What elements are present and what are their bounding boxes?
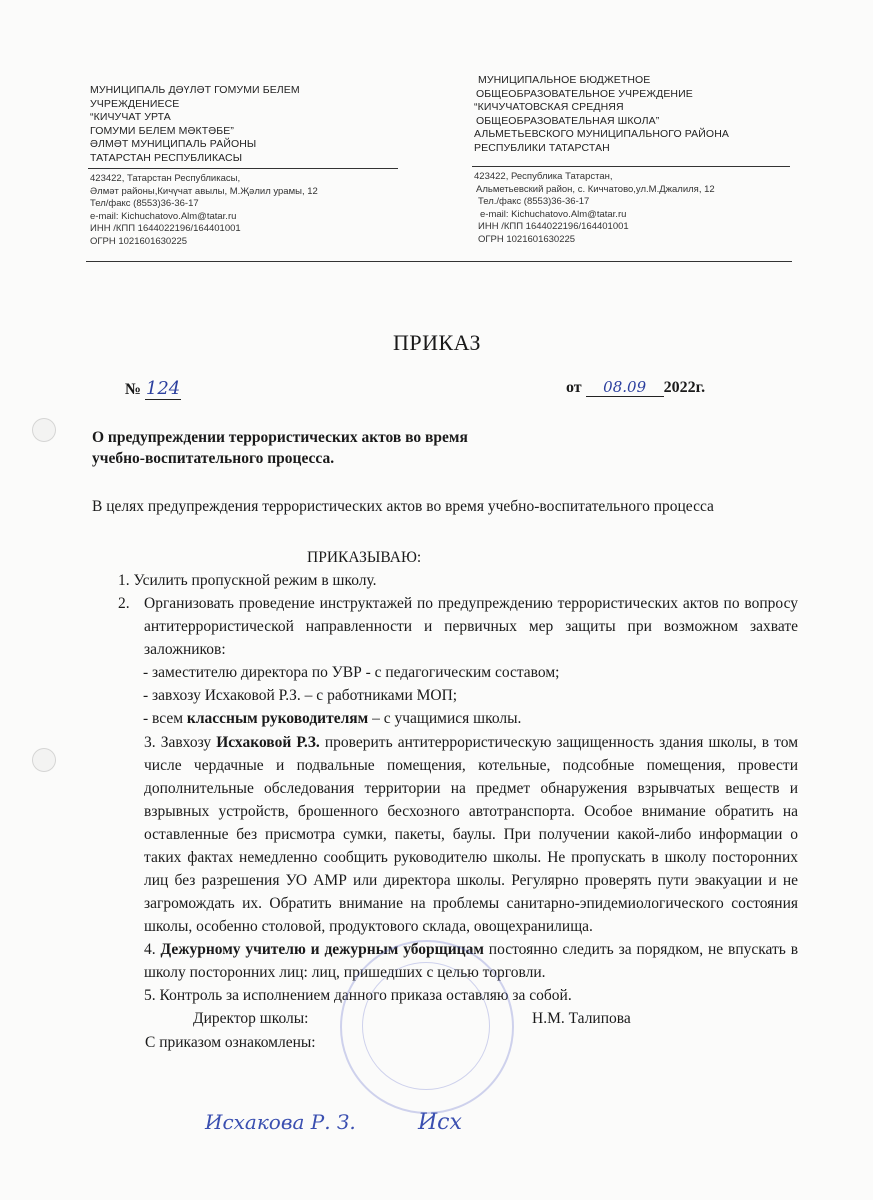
preamble: В целях предупреждения террористических актов во время учебно-воспитательного процесса [92,498,714,515]
header-right [474,74,729,155]
date-label: от [566,379,582,396]
item-4-text: постоянно следить за порядком, не впускать в школу посторонних лиц: лиц, пришедших с целью торговли. [144,941,799,981]
number-value: 124 [145,378,181,399]
header-bottom-rule [86,261,792,262]
header-left [90,84,300,165]
subitem-1: - заместителю директора по УВР - с педагогическим составом; [143,664,560,681]
item-4-bold: Дежурному учителю и дежурным уборщицам [160,941,484,958]
date-suffix: 2022г. [663,379,706,396]
punch-hole [32,748,56,772]
item-3-bold: Исхаковой Р.З. [216,734,320,751]
subject-line: учебно-воспитательного процесса. [92,450,335,467]
address-left-line: ИНН /КПП 1644022196/164401001 [90,223,241,235]
punch-hole [32,418,56,442]
header-left-line: ГОМУМИ БЕЛЕМ МӘКТӘБЕ” [90,124,234,137]
order-subject [92,427,468,469]
address-left-line: e-mail: Kichuchatovo.Alm@tatar.ru [90,210,237,222]
address-right-line: Альметьевский район, с. Киччатово,ул.М.Джалиля, 12 [476,183,715,195]
address-left-line: ОГРН 1021601630225 [90,235,188,247]
subject-line: О предупреждении террористических актов во время [92,429,468,446]
item-3 [144,731,798,938]
address-right-line: e-mail: Kichuchatovo.Alm@tatar.ru [480,208,627,220]
subitem-3-pre: - всем [143,710,187,727]
header-left-line: МУНИЦИПАЛЬ ДӘҮЛӘТ ГОМУМИ БЕЛЕМ [90,84,300,96]
item-4-pre: 4. [144,941,161,958]
header-right-line: РЕСПУБЛИКИ ТАТАРСТАН [474,141,610,154]
address-left-line: Тел/факс (8553)36-36-17 [90,198,199,210]
header-right-line: АЛЬМЕТЬЕВСКОГО МУНИЦИПАЛЬНОГО РАЙОНА [474,128,729,140]
handwritten-name: Исхакова Р. З. [205,1110,356,1134]
number-label: № [125,381,142,398]
header-left-rule [88,168,398,169]
header-left-line: ӘЛМӘТ МУНИЦИПАЛЬ РАЙОНЫ [90,138,257,150]
header-left-line: ТАТАРСТАН РЕСПУБЛИКАСЫ [90,151,243,164]
address-right-line: Тел./факс (8553)36-36-17 [478,196,590,208]
acquainted-label: С приказом ознакомлены: [145,1034,316,1051]
seal-stamp-inner [362,962,490,1090]
order-number [125,378,181,400]
header-right-line: “КИЧУЧАТОВСКАЯ СРЕДНЯЯ [474,101,624,113]
address-right [474,171,715,247]
subitem-3 [143,707,521,730]
subitem-3-bold: классным руководителям [186,710,369,727]
item-2-text: Организовать проведение инструктажей по предупреждению террористических актов по вопросу антитеррористической направленности и первичных мер защиты при возможном захвате заложников: [144,595,798,658]
item-2 [118,592,798,661]
header-right-rule [472,166,790,167]
header-right-line: ОБЩЕОБРАЗОВАТЕЛЬНАЯ ШКОЛА” [476,114,660,127]
item-1: 1. Усилить пропускной режим в школу. [118,572,377,589]
address-right-line: 423422, Республика Татарстан, [474,171,613,182]
date-value: 08.09 [586,378,664,397]
director-name: Н.М. Талипова [532,1010,631,1027]
item-3-pre: 3. Завхозу [144,734,217,751]
director-label: Директор школы: [193,1010,309,1027]
item-5: 5. Контроль за исполнением данного приказа оставляю за собой. [144,987,572,1004]
header-right-line: МУНИЦИПАЛЬНОЕ БЮДЖЕТНОЕ [478,74,651,86]
address-left-line: Әлмәт районы,Кичүчат авылы, М.Җәлил урамы, 12 [90,185,318,197]
item-2-number: 2. [118,595,130,612]
header-right-line: ОБЩЕОБРАЗОВАТЕЛЬНОЕ УЧРЕЖДЕНИЕ [476,87,693,100]
subitem-3-post: – с учащимися школы. [368,710,522,727]
order-date [566,378,705,397]
header-left-line: “КИЧУЧАТ УРТА [90,111,171,123]
page-title: ПРИКАЗ [393,330,482,355]
address-left [90,173,318,249]
handwritten-signature: Исх [418,1110,462,1135]
subitem-2: - завхозу Исхаковой Р.З. – с работниками МОП; [143,687,458,704]
item-3-text: проверить антитеррористическую защищенность здания школы, в том числе чердачные и подвальные помещения, котельные, подсобные помещения, провести дополнительные обследования территории на предмет обнаружения взрывчатых веществ и взрывных устройств, брошенного бесхозного автотранспорта. Особое внимание обратить на оставленные без присмотра сумки, пакеты, баулы. При получении какой-либо информации о таких фактах немедленно сообщить руководителю школы. Не пропускать в школу посторонних лиц без разрешения УО АМР или директора школы. Регулярно проверять пути эвакуации и не загромождать их. Обратить внимание на проблемы санитарно-эпидемиологического состояния школы, особенно столовой, продуктового склада, овощехранилища. [144,734,798,935]
address-left-line: 423422, Татарстан Республикасы, [90,173,241,184]
address-right-line: ОГРН 1021601630225 [478,233,576,245]
header-left-line: УЧРЕЖДЕНИЕСЕ [90,97,180,110]
order-word: ПРИКАЗЫВАЮ: [307,549,422,566]
address-right-line: ИНН /КПП 1644022196/164401001 [478,221,629,233]
